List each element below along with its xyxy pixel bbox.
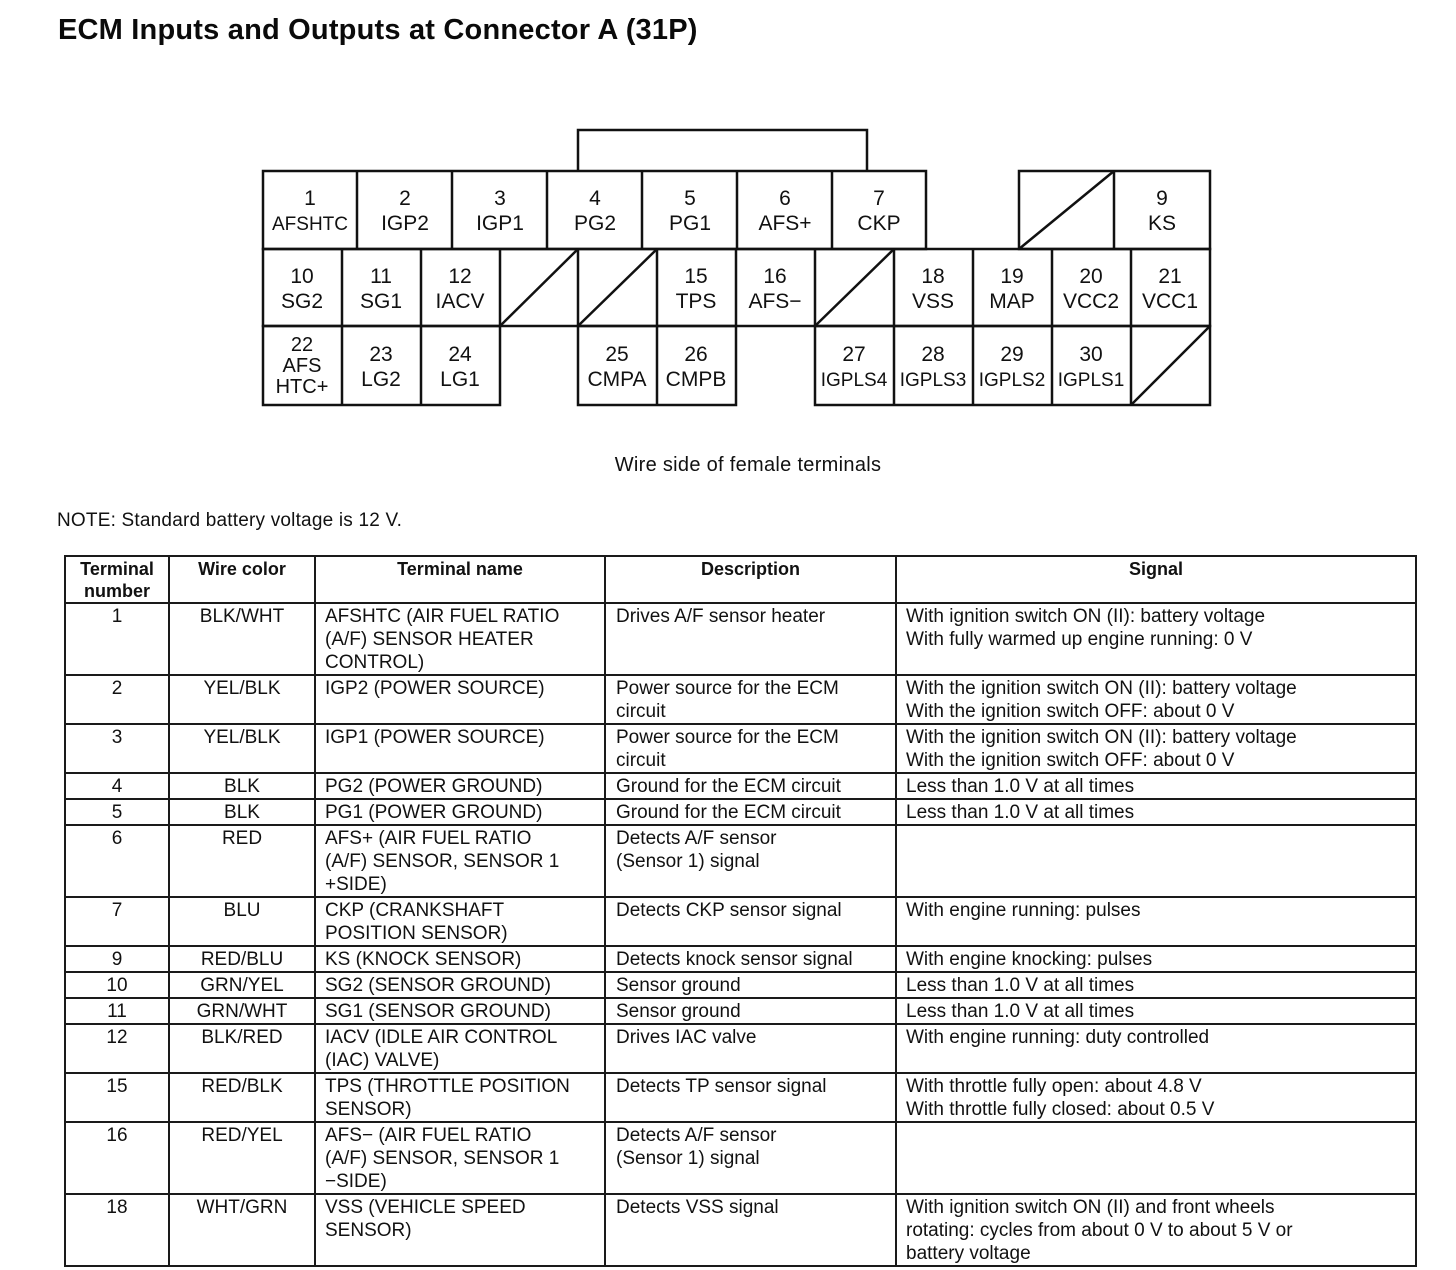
terminal-number-cell: 1 <box>65 603 169 675</box>
signal-cell-line: Less than 1.0 V at all times <box>906 975 1135 996</box>
terminal-name-cell <box>315 972 605 998</box>
signal-cell <box>896 1122 1416 1194</box>
description-cell <box>605 998 896 1024</box>
wire-color-cell: RED/YEL <box>169 1122 315 1194</box>
description-cell <box>605 946 896 972</box>
description-cell-line: Power source for the ECM <box>616 727 839 748</box>
description-cell-line: Detects A/F sensor <box>616 828 777 849</box>
terminal-name-cell-line: +SIDE) <box>325 874 387 895</box>
battery-voltage-note: NOTE: Standard battery voltage is 12 V. <box>57 510 403 531</box>
terminal-name-cell <box>315 825 605 897</box>
cavity-number: 24 <box>448 343 472 366</box>
terminal-name-cell <box>315 724 605 773</box>
terminal-name-cell-line: TPS (THROTTLE POSITION <box>325 1076 570 1097</box>
wire-color-cell: GRN/WHT <box>169 998 315 1024</box>
description-cell <box>605 825 896 897</box>
signal-cell-line: rotating: cycles from about 0 V to about 5 V or <box>906 1220 1293 1241</box>
terminal-name-cell <box>315 773 605 799</box>
terminal-name-cell-line: (A/F) SENSOR HEATER <box>325 629 534 650</box>
table-header-row <box>65 556 1416 603</box>
terminal-name-cell-line: IACV (IDLE AIR CONTROL <box>325 1027 558 1048</box>
terminal-name-cell-line: KS (KNOCK SENSOR) <box>325 949 522 970</box>
unused-cavity-8 <box>1019 171 1114 249</box>
description-cell-line: Detects CKP sensor signal <box>616 900 842 921</box>
signal-cell-line: With ignition switch ON (II) and front wheels <box>906 1197 1275 1218</box>
terminal-name-cell-line: (IAC) VALVE) <box>325 1050 440 1071</box>
table-row <box>65 1073 1416 1122</box>
cavity-number: 16 <box>763 265 787 288</box>
signal-cell-line: With throttle fully open: about 4.8 V <box>906 1076 1202 1097</box>
terminal-name-cell <box>315 1024 605 1073</box>
terminal-name-cell-line: SENSOR) <box>325 1220 412 1241</box>
terminal-number-cell: 16 <box>65 1122 169 1194</box>
description-cell <box>605 897 896 946</box>
wire-color-cell: BLU <box>169 897 315 946</box>
signal-cell <box>896 825 1416 897</box>
cavity-number: 28 <box>921 343 945 366</box>
table-row <box>65 724 1416 773</box>
cavity-name: CKP <box>857 212 901 235</box>
terminal-name-cell-line: SENSOR) <box>325 1099 412 1120</box>
cavity-number: 30 <box>1079 343 1103 366</box>
io-table <box>64 555 1417 1267</box>
terminal-name-cell-line: AFS+ (AIR FUEL RATIO <box>325 828 532 849</box>
table-row <box>65 675 1416 724</box>
cavity-number: 2 <box>399 187 411 210</box>
table-row <box>65 897 1416 946</box>
description-cell-line: circuit <box>616 701 666 722</box>
cavity-number: 20 <box>1079 265 1103 288</box>
wire-color-cell: RED/BLU <box>169 946 315 972</box>
wire-color-cell: BLK <box>169 799 315 825</box>
cavity-11 <box>360 265 402 313</box>
terminal-number-cell: 5 <box>65 799 169 825</box>
wire-color-cell: YEL/BLK <box>169 675 315 724</box>
cavity-name: VCC2 <box>1062 290 1120 313</box>
cavity-29 <box>979 343 1046 391</box>
description-cell <box>605 1024 896 1073</box>
table-row <box>65 799 1416 825</box>
cavity-number: 22 <box>290 334 314 356</box>
unused-cavity-13 <box>500 249 578 326</box>
description-cell <box>605 724 896 773</box>
description-cell-line: Drives A/F sensor heater <box>616 606 826 627</box>
cavity-name: KS <box>1147 212 1177 235</box>
header-terminal-line-2: number <box>83 581 150 601</box>
description-cell-line: Detects TP sensor signal <box>616 1076 827 1097</box>
description-cell-line: Sensor ground <box>616 975 741 996</box>
cavity-24 <box>440 343 480 391</box>
cavity-number: 10 <box>290 265 314 288</box>
connector-caption: Wire side of female terminals <box>614 454 882 476</box>
signal-cell <box>896 1073 1416 1122</box>
cavity-16 <box>748 265 801 313</box>
cavity-1 <box>272 187 348 235</box>
terminal-name-cell-line: IGP1 (POWER SOURCE) <box>325 727 545 748</box>
cavity-name: AFS+ <box>758 212 812 235</box>
cavity-number: 19 <box>1000 265 1024 288</box>
cavity-name: IACV <box>435 290 485 313</box>
signal-cell <box>896 998 1416 1024</box>
cavity-name: CMPA <box>587 368 647 391</box>
description-cell-line: Drives IAC valve <box>616 1027 757 1048</box>
terminal-name-cell-line: POSITION SENSOR) <box>325 923 508 944</box>
table-row <box>65 946 1416 972</box>
terminal-name-cell-line: AFSHTC (AIR FUEL RATIO <box>325 606 560 627</box>
description-cell <box>605 972 896 998</box>
terminal-name-cell-line: PG1 (POWER GROUND) <box>325 802 543 823</box>
cavity-name: AFS− <box>748 290 802 313</box>
description-cell-line: Ground for the ECM circuit <box>616 776 841 797</box>
connector-lock-tab <box>578 130 867 171</box>
terminal-number-cell: 9 <box>65 946 169 972</box>
cavity-number: 15 <box>684 265 708 288</box>
description-cell-line: Detects A/F sensor <box>616 1125 777 1146</box>
signal-cell-line: With engine knocking: pulses <box>906 949 1153 970</box>
wire-color-cell: YEL/BLK <box>169 724 315 773</box>
terminal-name-cell-line: AFS− (AIR FUEL RATIO <box>325 1125 532 1146</box>
signal-cell-line: With the ignition switch ON (II): battery voltage <box>906 727 1297 748</box>
cavity-name: SG2 <box>280 290 324 313</box>
cavity-2 <box>381 187 429 235</box>
cavity-18 <box>912 265 954 313</box>
cavity-number: 27 <box>842 343 866 366</box>
cavity-number: 9 <box>1156 187 1168 210</box>
wire-color-cell: WHT/GRN <box>169 1194 315 1266</box>
description-cell-line: (Sensor 1) signal <box>616 1148 760 1169</box>
signal-cell <box>896 897 1416 946</box>
signal-cell-line: With ignition switch ON (II): battery voltage <box>906 606 1266 627</box>
signal-cell-line: Less than 1.0 V at all times <box>906 802 1135 823</box>
table-row <box>65 1122 1416 1194</box>
terminal-name-cell <box>315 1073 605 1122</box>
terminal-number-cell: 10 <box>65 972 169 998</box>
signal-cell-line: With throttle fully closed: about 0.5 V <box>906 1099 1215 1120</box>
terminal-number-cell: 3 <box>65 724 169 773</box>
cavity-number: 25 <box>605 343 629 366</box>
table-row <box>65 1024 1416 1073</box>
wire-color-cell: BLK <box>169 773 315 799</box>
signal-cell-line: With engine running: pulses <box>906 900 1141 921</box>
cavity-number: 5 <box>684 187 696 210</box>
cavity-name: IGPLS4 <box>820 370 888 391</box>
signal-cell <box>896 1194 1416 1266</box>
cavity-name: IGP2 <box>381 212 429 235</box>
terminal-number-cell: 18 <box>65 1194 169 1266</box>
description-cell <box>605 603 896 675</box>
cavity-30 <box>1058 343 1125 391</box>
cavity-15 <box>676 265 717 313</box>
cavity-name: LG1 <box>440 368 480 391</box>
unused-cavity-17 <box>815 249 894 326</box>
cavity-name-line-2: HTC+ <box>275 376 329 398</box>
cavity-name: IGP1 <box>476 212 524 235</box>
description-cell <box>605 1194 896 1266</box>
cavity-number: 18 <box>921 265 945 288</box>
table-row <box>65 773 1416 799</box>
terminal-number-cell: 6 <box>65 825 169 897</box>
terminal-number-cell: 2 <box>65 675 169 724</box>
signal-cell-line: Less than 1.0 V at all times <box>906 1001 1135 1022</box>
description-cell-line: Power source for the ECM <box>616 678 839 699</box>
cavity-12 <box>435 265 484 313</box>
cavity-number: 29 <box>1000 343 1024 366</box>
description-cell <box>605 1122 896 1194</box>
cavity-name: TPS <box>675 290 717 313</box>
terminal-name-cell-line: SG1 (SENSOR GROUND) <box>325 1001 551 1022</box>
cavity-number: 4 <box>589 187 601 210</box>
cavity-3 <box>476 187 524 235</box>
signal-cell <box>896 1024 1416 1073</box>
terminal-number-cell: 15 <box>65 1073 169 1122</box>
terminal-name-cell-line: CONTROL) <box>325 652 425 673</box>
cavity-21 <box>1142 265 1198 313</box>
cavity-7 <box>857 187 900 235</box>
signal-cell-line: Less than 1.0 V at all times <box>906 776 1135 797</box>
wire-color-cell: BLK/RED <box>169 1024 315 1073</box>
cavity-number: 11 <box>370 265 392 288</box>
terminal-name-cell-line: PG2 (POWER GROUND) <box>325 776 543 797</box>
terminal-number-cell: 12 <box>65 1024 169 1073</box>
terminal-name-cell <box>315 1194 605 1266</box>
header-terminal-line-1: Terminal <box>80 559 154 579</box>
cavity-28 <box>900 343 967 391</box>
header-description: Description <box>605 556 896 603</box>
wire-color-cell: RED <box>169 825 315 897</box>
terminal-number-cell: 11 <box>65 998 169 1024</box>
cavity-name: IGPLS3 <box>899 370 967 391</box>
signal-cell-line: battery voltage <box>906 1243 1031 1264</box>
signal-cell <box>896 603 1416 675</box>
cavity-number: 3 <box>494 187 506 210</box>
signal-cell-line: With fully warmed up engine running: 0 V <box>906 629 1253 650</box>
terminal-name-cell <box>315 897 605 946</box>
cavity-name: AFS <box>282 355 322 377</box>
cavity-27 <box>821 343 888 391</box>
cavity-number: 1 <box>304 187 316 210</box>
terminal-name-cell <box>315 675 605 724</box>
cavity-20 <box>1063 265 1119 313</box>
description-cell-line: Detects VSS signal <box>616 1197 779 1218</box>
cavity-6 <box>758 187 811 235</box>
page-title: ECM Inputs and Outputs at Connector A (31P) <box>58 14 698 46</box>
description-cell-line: Ground for the ECM circuit <box>616 802 841 823</box>
description-cell-line: (Sensor 1) signal <box>616 851 760 872</box>
cavity-name: PG2 <box>573 212 617 235</box>
terminal-number-cell: 7 <box>65 897 169 946</box>
cavity-name: AFSHTC <box>272 214 348 235</box>
terminal-name-cell-line: CKP (CRANKSHAFT <box>325 900 505 921</box>
terminal-name-cell <box>315 1122 605 1194</box>
terminal-name-cell-line: (A/F) SENSOR, SENSOR 1 <box>325 1148 560 1169</box>
cavity-9 <box>1148 187 1176 235</box>
table-row <box>65 972 1416 998</box>
unused-cavity-14 <box>578 249 657 326</box>
cavity-name: LG2 <box>361 368 401 391</box>
signal-cell <box>896 799 1416 825</box>
wire-color-cell: BLK/WHT <box>169 603 315 675</box>
terminal-name-cell <box>315 998 605 1024</box>
terminal-name-cell-line: SG2 (SENSOR GROUND) <box>325 975 551 996</box>
terminal-name-cell-line: (A/F) SENSOR, SENSOR 1 <box>325 851 560 872</box>
unused-cavity-31 <box>1131 326 1210 405</box>
cavity-name: CMPB <box>665 368 727 391</box>
cavity-name: VCC1 <box>1141 290 1199 313</box>
table-row <box>65 1194 1416 1266</box>
cavity-number: 21 <box>1158 265 1182 288</box>
cavity-4 <box>574 187 616 235</box>
wire-color-cell: RED/BLK <box>169 1073 315 1122</box>
description-cell <box>605 799 896 825</box>
description-cell <box>605 1073 896 1122</box>
cavity-number: 6 <box>779 187 791 210</box>
signal-cell <box>896 724 1416 773</box>
terminal-name-cell-line: IGP2 (POWER SOURCE) <box>325 678 545 699</box>
signal-cell-line: With the ignition switch OFF: about 0 V <box>906 701 1235 722</box>
cavity-23 <box>361 343 401 391</box>
signal-cell-line: With engine running: duty controlled <box>906 1027 1210 1048</box>
connector-diagram <box>0 0 1456 420</box>
signal-cell <box>896 972 1416 998</box>
signal-cell-line: With the ignition switch ON (II): battery voltage <box>906 678 1297 699</box>
terminal-name-cell <box>315 603 605 675</box>
table-row <box>65 998 1416 1024</box>
description-cell-line: Sensor ground <box>616 1001 741 1022</box>
terminal-number-cell: 4 <box>65 773 169 799</box>
cavity-19 <box>989 265 1035 313</box>
cavity-number: 23 <box>369 343 393 366</box>
cavity-22 <box>276 334 329 398</box>
cavity-26 <box>666 343 727 391</box>
terminal-name-cell-line: −SIDE) <box>325 1171 387 1192</box>
cavity-name: SG1 <box>359 290 403 313</box>
cavity-name: PG1 <box>668 212 712 235</box>
table-row <box>65 825 1416 897</box>
signal-cell <box>896 675 1416 724</box>
signal-cell-line: With the ignition switch OFF: about 0 V <box>906 750 1235 771</box>
description-cell-line: Detects knock sensor signal <box>616 949 853 970</box>
cavity-name: IGPLS1 <box>1057 370 1125 391</box>
signal-cell <box>896 946 1416 972</box>
table-row <box>65 603 1416 675</box>
cavity-number: 7 <box>873 187 885 210</box>
header-wire-color: Wire color <box>169 556 315 603</box>
cavity-name: MAP <box>989 290 1035 313</box>
description-cell <box>605 773 896 799</box>
terminal-name-cell <box>315 946 605 972</box>
cavity-10 <box>281 265 323 313</box>
terminal-name-cell-line: VSS (VEHICLE SPEED <box>325 1197 526 1218</box>
cavity-5 <box>669 187 711 235</box>
description-cell <box>605 675 896 724</box>
cavity-name: IGPLS2 <box>978 370 1046 391</box>
header-signal: Signal <box>896 556 1416 603</box>
cavity-number: 12 <box>448 265 472 288</box>
wire-color-cell: GRN/YEL <box>169 972 315 998</box>
header-terminal-name: Terminal name <box>315 556 605 603</box>
header-terminal-number <box>65 556 169 603</box>
signal-cell <box>896 773 1416 799</box>
cavity-number: 26 <box>684 343 708 366</box>
cavity-25 <box>587 343 646 391</box>
terminal-name-cell <box>315 799 605 825</box>
cavity-name: VSS <box>911 290 955 313</box>
description-cell-line: circuit <box>616 750 666 771</box>
